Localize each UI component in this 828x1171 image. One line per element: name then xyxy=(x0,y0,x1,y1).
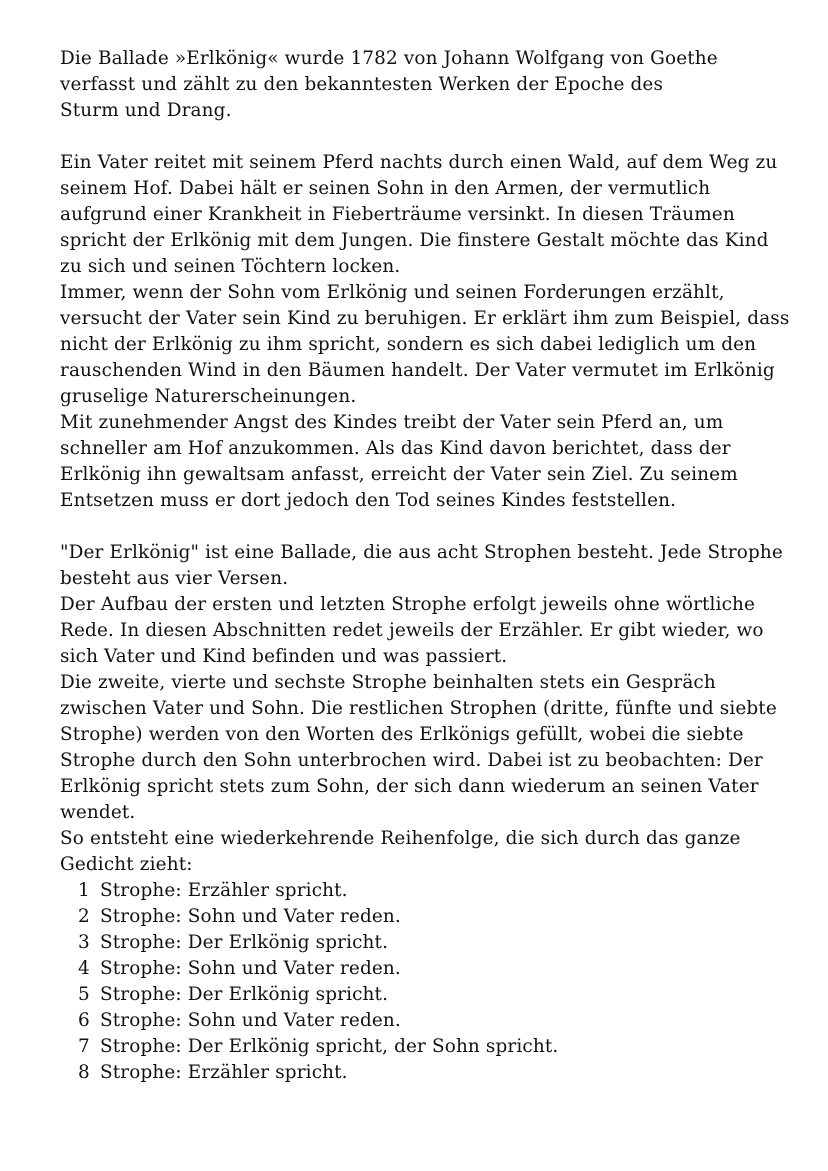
text-line: schneller am Hof anzukommen. Als das Kind davon berichtet, dass der xyxy=(60,438,731,459)
text-line: verfasst und zählt zu den bekanntesten Werken der Epoche des xyxy=(60,74,664,95)
text-line: So entsteht eine wiederkehrende Reihenfolge, die sich durch das ganze xyxy=(60,828,741,849)
text-line: Ein Vater reitet mit seinem Pferd nachts durch einen Wald, auf dem Weg zu xyxy=(60,152,778,173)
text-line: Entsetzen muss er dort jedoch den Tod seines Kindes feststellen. xyxy=(60,490,677,511)
text-line: zu sich und seinen Töchtern locken. xyxy=(60,256,401,277)
paragraph-spacer xyxy=(60,514,800,540)
strophe-number: 3 xyxy=(78,932,90,953)
paragraph-spacer xyxy=(60,124,800,150)
text-line: Rede. In diesen Abschnitten redet jeweils der Erzähler. Er gibt wieder, wo xyxy=(60,620,764,641)
strophe-text: Strophe: Sohn und Vater reden. xyxy=(100,906,401,927)
document-page xyxy=(60,46,800,1086)
text-line: nicht der Erlkönig zu ihm spricht, sondern es sich dabei lediglich um den xyxy=(60,334,757,355)
strophe-text: Strophe: Erzähler spricht. xyxy=(100,1062,348,1083)
text-line: Gedicht zieht: xyxy=(60,854,193,875)
strophe-number: 7 xyxy=(78,1036,90,1057)
strophe-number: 6 xyxy=(78,1010,90,1031)
summary-paragraph xyxy=(60,150,800,514)
text-line: Die zweite, vierte und sechste Strophe beinhalten stets ein Gespräch xyxy=(60,672,716,693)
text-line: gruselige Naturerscheinungen. xyxy=(60,386,357,407)
text-line: Strophe) werden von den Worten des Erlkönigs gefüllt, wobei die siebte xyxy=(60,724,744,745)
text-line: Strophe durch den Sohn unterbrochen wird. Dabei ist zu beobachten: Der xyxy=(60,750,763,771)
strophe-text: Strophe: Sohn und Vater reden. xyxy=(100,1010,401,1031)
list-item xyxy=(60,930,800,956)
strophe-number: 4 xyxy=(78,958,90,979)
strophe-list xyxy=(60,878,800,1086)
list-item xyxy=(60,878,800,904)
list-item xyxy=(60,956,800,982)
text-line: aufgrund einer Krankheit in Fieberträume versinkt. In diesen Träumen xyxy=(60,204,735,225)
text-line: "Der Erlkönig" ist eine Ballade, die aus acht Strophen besteht. Jede Strophe xyxy=(60,542,783,563)
strophe-text: Strophe: Der Erlkönig spricht, der Sohn spricht. xyxy=(100,1036,559,1057)
text-line: Die Ballade »Erlkönig« wurde 1782 von Johann Wolfgang von Goethe xyxy=(60,48,718,69)
text-line: zwischen Vater und Sohn. Die restlichen Strophen (dritte, fünfte und siebte xyxy=(60,698,777,719)
text-line: versucht der Vater sein Kind zu beruhigen. Er erklärt ihm zum Beispiel, dass xyxy=(60,308,790,329)
structure-paragraph xyxy=(60,540,800,878)
text-line: Mit zunehmender Angst des Kindes treibt der Vater sein Pferd an, um xyxy=(60,412,724,433)
text-line: spricht der Erlkönig mit dem Jungen. Die finstere Gestalt möchte das Kind xyxy=(60,230,769,251)
strophe-number: 5 xyxy=(78,984,90,1005)
list-item xyxy=(60,1034,800,1060)
strophe-number: 8 xyxy=(78,1062,90,1083)
intro-paragraph xyxy=(60,46,800,124)
text-line: Der Aufbau der ersten und letzten Strophe erfolgt jeweils ohne wörtliche xyxy=(60,594,756,615)
strophe-text: Strophe: Erzähler spricht. xyxy=(100,880,348,901)
strophe-text: Strophe: Sohn und Vater reden. xyxy=(100,958,401,979)
text-line: wendet. xyxy=(60,802,136,823)
strophe-text: Strophe: Der Erlkönig spricht. xyxy=(100,932,389,953)
text-line: seinem Hof. Dabei hält er seinen Sohn in den Armen, der vermutlich xyxy=(60,178,711,199)
strophe-text: Strophe: Der Erlkönig spricht. xyxy=(100,984,389,1005)
strophe-number: 1 xyxy=(78,880,90,901)
text-line: besteht aus vier Versen. xyxy=(60,568,289,589)
text-line: Erlkönig spricht stets zum Sohn, der sich dann wiederum an seinen Vater xyxy=(60,776,759,797)
list-item xyxy=(60,1008,800,1034)
text-line: rauschenden Wind in den Bäumen handelt. Der Vater vermutet im Erlkönig xyxy=(60,360,775,381)
list-item xyxy=(60,1060,800,1086)
text-line: sich Vater und Kind befinden und was passiert. xyxy=(60,646,508,667)
list-item xyxy=(60,982,800,1008)
text-line: Immer, wenn der Sohn vom Erlkönig und seinen Forderungen erzählt, xyxy=(60,282,725,303)
text-line: Erlkönig ihn gewaltsam anfasst, erreicht der Vater sein Ziel. Zu seinem xyxy=(60,464,738,485)
list-item xyxy=(60,904,800,930)
strophe-number: 2 xyxy=(78,906,90,927)
text-line: Sturm und Drang. xyxy=(60,100,232,121)
